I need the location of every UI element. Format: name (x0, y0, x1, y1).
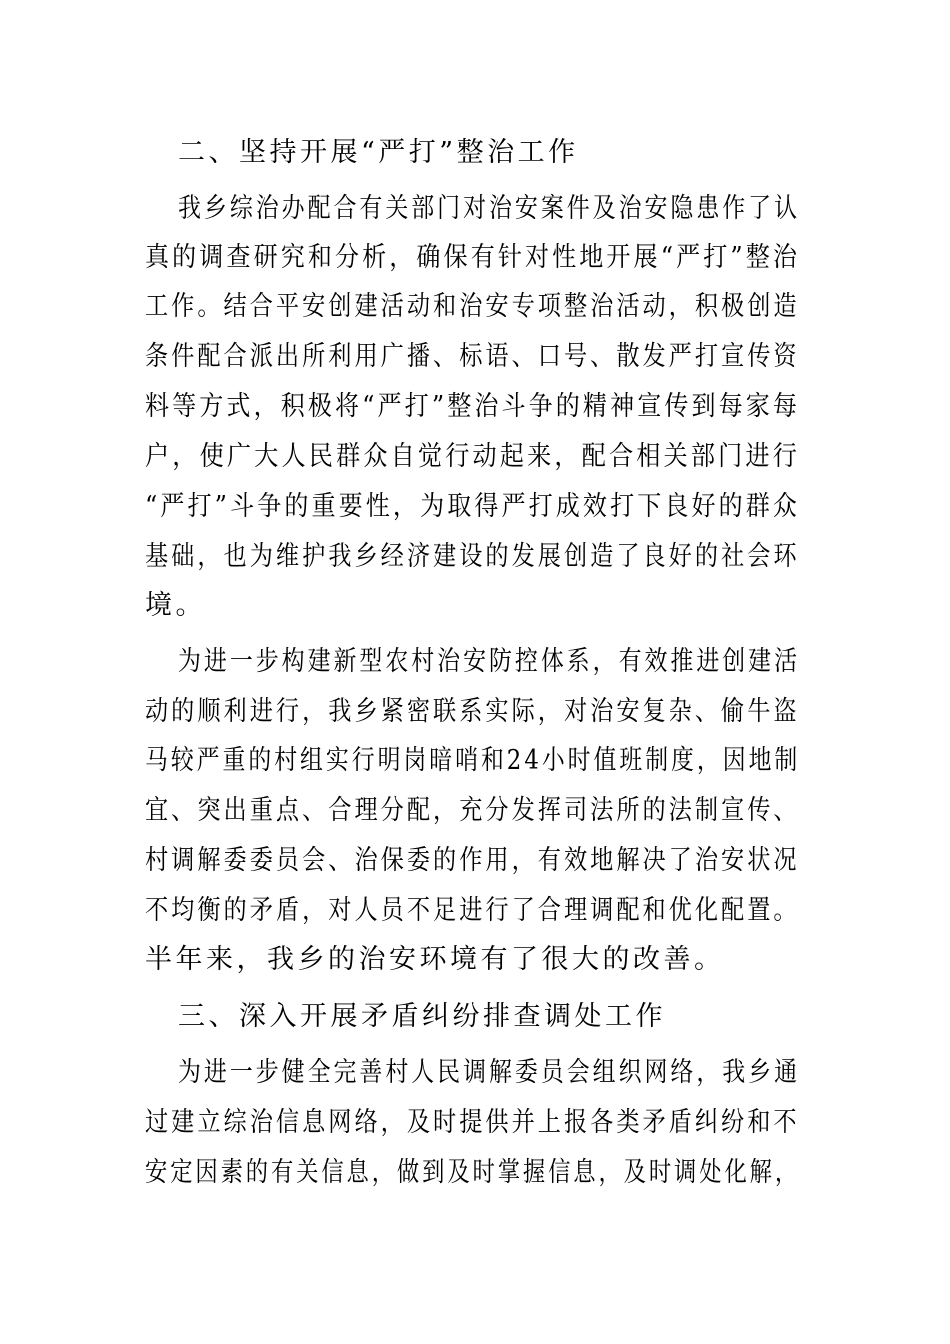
paragraph-line: 村调解委委员会、治保委的作用，有效地解决了治安状况 (145, 845, 800, 876)
paragraph-line: 户，使广大人民群众自觉行动起来，配合相关部门进行 (145, 441, 800, 472)
section-heading-3: 三、深入开展矛盾纠纷排查调处工作 (178, 1001, 666, 1032)
paragraph-line: 基础，也为维护我乡经济建设的发展创造了良好的社会环 (145, 541, 800, 572)
paragraph-line: 过建立综治信息网络，及时提供并上报各类矛盾纠纷和不 (145, 1107, 800, 1138)
paragraph-line: 马较严重的村组实行明岗暗哨和24小时值班制度，因地制 (145, 745, 801, 776)
paragraph-line: 不均衡的矛盾，对人员不足进行了合理调配和优化配置。 (145, 895, 800, 926)
paragraph-line: 真的调查研究和分析，确保有针对性地开展“严打”整治 (145, 242, 801, 273)
paragraph-line: 宜、突出重点、合理分配，充分发挥司法所的法制宣传、 (145, 795, 800, 826)
paragraph-line: 安定因素的有关信息，做到及时掌握信息，及时调处化解， (145, 1157, 801, 1188)
paragraph-line: 动的顺利进行，我乡紧密联系实际，对治安复杂、偷牛盗 (145, 696, 800, 727)
paragraph-line: 为进一步健全完善村人民调解委员会组织网络，我乡通 (178, 1057, 800, 1088)
paragraph-line: 料等方式，积极将“严打”整治斗争的精神宣传到每家每 (145, 391, 801, 422)
paragraph-line: “严打”斗争的重要性，为取得严打成效打下良好的群众 (145, 491, 801, 522)
paragraph-line: 境。 (145, 590, 206, 621)
paragraph-line: 为进一步构建新型农村治安防控体系，有效推进创建活 (178, 646, 800, 677)
paragraph-line: 半年来，我乡的治安环境有了很大的改善。 (145, 944, 725, 975)
section-heading-2: 二、坚持开展“严打”整治工作 (178, 137, 579, 168)
paragraph-line: 条件配合派出所利用广播、标语、口号、散发严打宣传资 (145, 341, 800, 372)
paragraph-line: 工作。结合平安创建活动和治安专项整治活动，积极创造 (145, 291, 800, 322)
paragraph-line: 我乡综治办配合有关部门对治安案件及治安隐患作了认 (178, 193, 800, 224)
